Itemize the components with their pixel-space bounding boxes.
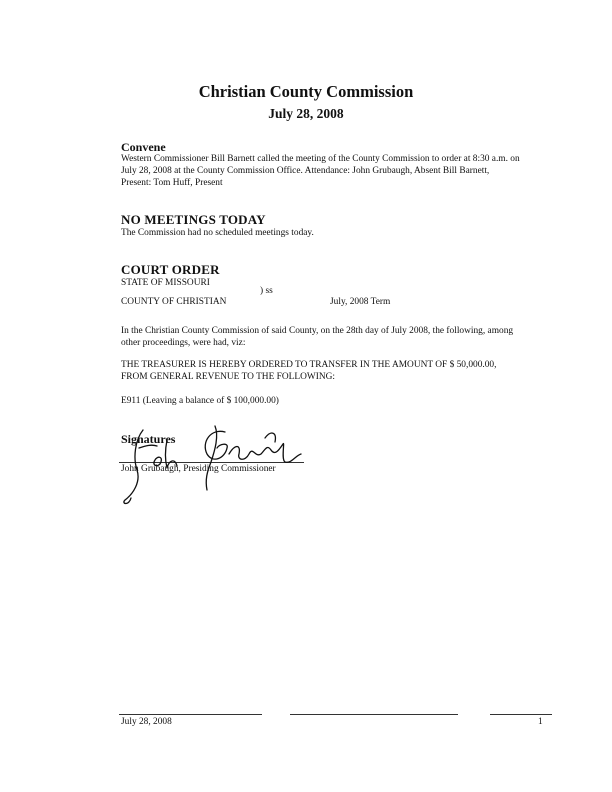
convene-heading: Convene: [121, 140, 166, 154]
footer-rule-right: [490, 714, 552, 715]
convene-line-1: Western Commissioner Bill Barnett called the meeting of the County Commission to order at 8:30 a.m. on: [121, 154, 520, 164]
no-meetings-heading: NO MEETINGS TODAY: [121, 212, 266, 227]
document-date: July 28, 2008: [268, 106, 344, 121]
court-order-line-1: In the Christian County Commission of said County, on the 28th day of July 2008, the following, among: [121, 326, 514, 336]
order-line-2: FROM GENERAL REVENUE TO THE FOLLOWING:: [121, 372, 335, 382]
court-order-ss: ) ss: [260, 286, 273, 296]
order-line-1: THE TREASURER IS HEREBY ORDERED TO TRANSFER IN THE AMOUNT OF $ 50,000.00,: [121, 360, 497, 370]
footer-rule-middle: [290, 714, 458, 715]
document-title: Christian County Commission: [198, 82, 414, 101]
court-order-state: STATE OF MISSOURI: [121, 278, 210, 288]
court-order-heading: COURT ORDER: [121, 262, 220, 277]
court-order-county: COUNTY OF CHRISTIAN: [121, 297, 227, 307]
convene-line-3: Present: Tom Huff, Present: [121, 178, 223, 188]
footer-rule-left: [119, 714, 262, 715]
court-order-term: July, 2008 Term: [330, 297, 391, 307]
order-item: E911 (Leaving a balance of $ 100,000.00): [121, 396, 279, 406]
court-order-line-2: other proceedings, were had, viz:: [121, 338, 246, 348]
page-number: 1: [538, 717, 543, 727]
signatures-heading: Signatures: [121, 432, 176, 446]
handwritten-signature: [115, 420, 315, 510]
signer-name: John Grubaugh, Presiding Commissioner: [121, 464, 276, 474]
no-meetings-text: The Commission had no scheduled meetings today.: [121, 228, 314, 238]
footer-date: July 28, 2008: [121, 717, 172, 727]
convene-line-2: July 28, 2008 at the County Commission Office. Attendance: John Grubaugh, Absent Bill Barnett,: [121, 166, 490, 176]
